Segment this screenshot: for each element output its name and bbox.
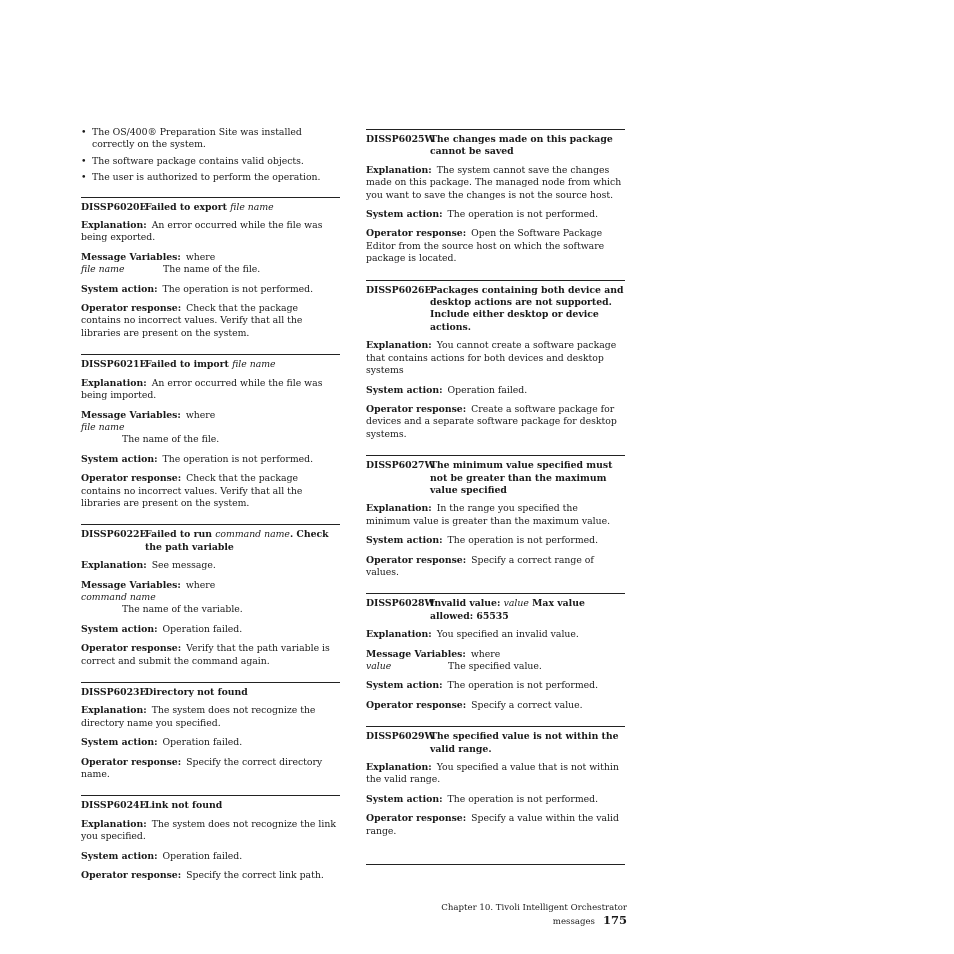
message-heading <box>81 529 340 554</box>
explanation-paragraph <box>366 340 625 377</box>
message-code: DISSP6028W <box>366 598 435 610</box>
title-text: Failed to export <box>145 201 231 213</box>
variable-description: The specified value. <box>448 661 542 672</box>
title-text: The specified value is not within the valid range. <box>430 731 619 755</box>
where-text: where <box>185 251 216 263</box>
system-action-label: System action: <box>81 737 158 749</box>
message-variables-block <box>366 649 625 674</box>
variable-description: The name of the file. <box>122 434 220 446</box>
message-code: DISSP6023E <box>81 687 147 698</box>
system-action-text: The operation is not performed. <box>447 535 599 547</box>
message-entry <box>366 726 625 838</box>
message-heading <box>366 460 625 497</box>
explanation-paragraph <box>366 762 625 787</box>
operator-response-text: Check that the package contains no incorrect values. Verify that all the libraries are present on the system. <box>81 473 303 509</box>
operator-response-label: Operator response: <box>366 403 467 415</box>
message-title <box>145 529 340 554</box>
system-action-paragraph <box>81 851 340 863</box>
message-heading <box>81 202 340 214</box>
variable-name: command name <box>81 591 156 603</box>
message-entry <box>366 280 625 441</box>
message-title <box>145 359 340 371</box>
explanation-text: An error occurred while the file was being imported. <box>81 377 323 402</box>
operator-response-paragraph <box>366 228 625 265</box>
variable-description: The name of the variable. <box>122 604 243 616</box>
left-entries <box>81 197 340 883</box>
explanation-text: The system does not recognize the link you specified. <box>81 818 336 843</box>
chapter-title: Chapter 10. Tivoli Intelligent Orchestrator messages <box>441 903 627 928</box>
variable-description: The name of the file. <box>163 264 261 276</box>
variable-name: value <box>366 661 392 672</box>
message-code: DISSP6024E <box>81 800 147 812</box>
operator-response-paragraph <box>81 643 340 668</box>
explanation-text: The system does not recognize the directory name you specified. <box>81 705 316 729</box>
explanation-text: The system cannot save the changes made on this package. The managed node from which you want to save the changes is not the source host. <box>366 164 622 201</box>
operator-response-text: Specify the correct directory name. <box>81 756 323 781</box>
system-action-label: System action: <box>81 453 158 465</box>
system-action-paragraph <box>366 535 625 547</box>
operator-response-label: Operator response: <box>81 870 182 882</box>
system-action-paragraph <box>81 737 340 749</box>
system-action-label: System action: <box>366 535 443 547</box>
message-entry <box>81 795 340 882</box>
message-title <box>430 460 625 497</box>
message-variables-heading <box>81 252 340 264</box>
message-entry <box>81 197 340 341</box>
variable-row <box>81 422 340 447</box>
operator-response-text: Open the Software Package Editor from the source host on which the software package is located. <box>366 228 605 265</box>
message-variables-block <box>81 580 340 617</box>
message-entry <box>366 593 625 712</box>
operator-response-paragraph <box>366 404 625 441</box>
operator-response-paragraph <box>81 473 340 510</box>
message-code: DISSP6022E <box>81 529 147 541</box>
message-entry <box>366 129 625 266</box>
message-code: DISSP6029W <box>366 731 435 743</box>
title-text: The changes made on this package cannot be saved <box>430 134 613 158</box>
explanation-paragraph <box>366 629 625 641</box>
list-item: • The software package contains valid objects. <box>81 156 340 168</box>
system-action-paragraph <box>81 454 340 466</box>
explanation-label: Explanation: <box>366 629 432 641</box>
operator-response-paragraph <box>366 700 625 712</box>
explanation-label: Explanation: <box>81 705 147 717</box>
operator-response-text: Check that the package contains no incorrect values. Verify that all the libraries are present on the system. <box>81 303 303 339</box>
system-action-label: System action: <box>366 384 443 396</box>
explanation-text: An error occurred while the file was being exported. <box>81 220 323 244</box>
where-text: where <box>185 579 216 591</box>
title-text: Failed to import <box>145 359 233 371</box>
title-text: Invalid value: <box>430 598 504 610</box>
message-code: DISSP6026E <box>366 284 432 296</box>
system-action-text: The operation is not performed. <box>447 793 599 805</box>
explanation-text: In the range you specified the minimum value is greater than the maximum value. <box>366 503 611 527</box>
system-action-paragraph <box>366 209 625 221</box>
operator-response-label: Operator response: <box>81 643 182 655</box>
title-text: Failed to run <box>145 529 216 541</box>
operator-response-paragraph <box>81 870 340 882</box>
system-action-paragraph <box>366 680 625 692</box>
explanation-label: Explanation: <box>366 340 432 352</box>
message-variables-block <box>81 252 340 277</box>
system-action-label: System action: <box>81 850 158 862</box>
explanation-paragraph <box>81 705 340 730</box>
system-action-label: System action: <box>366 680 443 692</box>
operator-response-text: Specify a value within the valid range. <box>366 813 619 837</box>
message-heading <box>81 800 340 812</box>
system-action-label: System action: <box>81 283 158 295</box>
message-code: DISSP6027W <box>366 460 435 472</box>
message-title <box>145 202 340 214</box>
system-action-label: System action: <box>366 793 443 805</box>
operator-response-label: Operator response: <box>81 303 182 315</box>
operator-response-text: Specify a correct range of values. <box>366 554 594 578</box>
message-heading <box>366 285 625 335</box>
explanation-label: Explanation: <box>366 164 432 176</box>
message-variables-label: Message Variables: <box>81 409 181 421</box>
message-code: DISSP6020E <box>81 201 147 213</box>
explanation-paragraph <box>81 560 340 572</box>
message-entry <box>366 455 625 579</box>
message-variables-heading <box>81 580 340 592</box>
title-variable: command name <box>215 529 290 541</box>
system-action-text: Operation failed. <box>162 623 243 635</box>
message-variables-label: Message Variables: <box>81 251 181 263</box>
right-column <box>366 129 625 865</box>
message-variables-block <box>81 410 340 447</box>
explanation-paragraph <box>81 378 340 403</box>
title-suffix: Max value allowed: 65535 <box>430 598 585 622</box>
message-heading <box>366 731 625 756</box>
message-title <box>430 731 625 756</box>
column-end-rule <box>366 864 625 865</box>
title-text: Link not found <box>145 800 223 812</box>
message-heading <box>81 687 340 699</box>
system-action-text: The operation is not performed. <box>447 209 599 221</box>
title-text: Packages containing both device and desktop actions are not supported. Include either desktop or device actions. <box>430 284 624 333</box>
title-variable: value <box>503 598 529 610</box>
message-title <box>145 800 340 812</box>
explanation-text: See message. <box>151 560 216 572</box>
variable-row <box>366 661 625 673</box>
system-action-label: System action: <box>366 209 443 221</box>
title-suffix: . Check the path variable <box>145 529 329 553</box>
system-action-text: The operation is not performed. <box>162 283 314 295</box>
message-heading <box>366 134 625 159</box>
message-entry <box>81 354 340 510</box>
message-code: DISSP6025W <box>366 134 435 145</box>
title-text: Directory not found <box>145 687 248 698</box>
message-title <box>430 285 625 335</box>
message-variables-label: Message Variables: <box>81 579 181 591</box>
operator-response-label: Operator response: <box>81 473 182 485</box>
operator-response-text: Specify a correct value. <box>471 699 583 711</box>
system-action-text: Operation failed. <box>162 737 243 749</box>
explanation-label: Explanation: <box>81 818 147 830</box>
system-action-paragraph <box>366 794 625 806</box>
message-title <box>145 687 340 699</box>
operator-response-label: Operator response: <box>366 813 467 825</box>
title-variable: file name <box>232 359 276 371</box>
operator-response-paragraph <box>366 555 625 580</box>
list-item: • The user is authorized to perform the operation. <box>81 172 340 184</box>
variable-name: file name <box>81 264 125 276</box>
explanation-label: Explanation: <box>366 762 432 774</box>
page-number: 175 <box>602 913 627 928</box>
system-action-paragraph <box>81 284 340 296</box>
message-heading <box>366 598 625 623</box>
message-entry <box>81 524 340 668</box>
operator-response-label: Operator response: <box>366 699 467 711</box>
where-text: where <box>470 648 501 660</box>
system-action-paragraph <box>366 385 625 397</box>
explanation-label: Explanation: <box>366 503 432 515</box>
variable-row <box>81 264 340 276</box>
explanation-text: You specified an invalid value. <box>436 629 579 641</box>
explanation-text: You specified a value that is not within the valid range. <box>366 762 619 786</box>
left-column <box>81 127 340 889</box>
operator-response-paragraph <box>81 303 340 340</box>
explanation-label: Explanation: <box>81 220 147 232</box>
intro-bullet-list <box>81 127 340 185</box>
title-variable: file name <box>230 201 274 213</box>
operator-response-label: Operator response: <box>366 554 467 566</box>
message-heading <box>81 359 340 371</box>
operator-response-paragraph <box>81 757 340 782</box>
message-variables-heading <box>366 649 625 661</box>
operator-response-text: Specify the correct link path. <box>186 870 324 882</box>
message-title <box>430 134 625 159</box>
operator-response-label: Operator response: <box>81 756 182 768</box>
operator-response-label: Operator response: <box>366 228 467 240</box>
variable-name: file name <box>81 421 125 433</box>
system-action-text: The operation is not performed. <box>162 453 314 465</box>
message-title <box>430 598 625 623</box>
explanation-paragraph <box>81 220 340 245</box>
list-item: • The OS/400® Preparation Site was installed correctly on the system. <box>81 127 340 152</box>
explanation-label: Explanation: <box>81 377 147 389</box>
where-text: where <box>185 409 216 421</box>
page-footer <box>382 902 627 929</box>
message-entry <box>81 682 340 781</box>
explanation-paragraph <box>366 165 625 202</box>
system-action-paragraph <box>81 624 340 636</box>
system-action-text: The operation is not performed. <box>447 680 599 692</box>
system-action-text: Operation failed. <box>447 384 528 396</box>
message-variables-heading <box>81 410 340 422</box>
explanation-text: You cannot create a software package that contains actions for both devices and desktop systems <box>366 340 617 377</box>
system-action-text: Operation failed. <box>162 850 243 862</box>
message-code: DISSP6021E <box>81 359 147 371</box>
system-action-label: System action: <box>81 623 158 635</box>
title-text: The minimum value specified must not be greater than the maximum value specified <box>430 460 613 496</box>
variable-row <box>81 592 340 617</box>
message-variables-label: Message Variables: <box>366 648 466 660</box>
right-entries <box>366 129 625 838</box>
operator-response-text: Verify that the path variable is correct and submit the command again. <box>81 643 330 667</box>
explanation-label: Explanation: <box>81 560 147 572</box>
explanation-paragraph <box>81 819 340 844</box>
operator-response-paragraph <box>366 813 625 838</box>
operator-response-text: Create a software package for devices and a separate software package for desktop systems. <box>366 403 617 440</box>
explanation-paragraph <box>366 503 625 528</box>
